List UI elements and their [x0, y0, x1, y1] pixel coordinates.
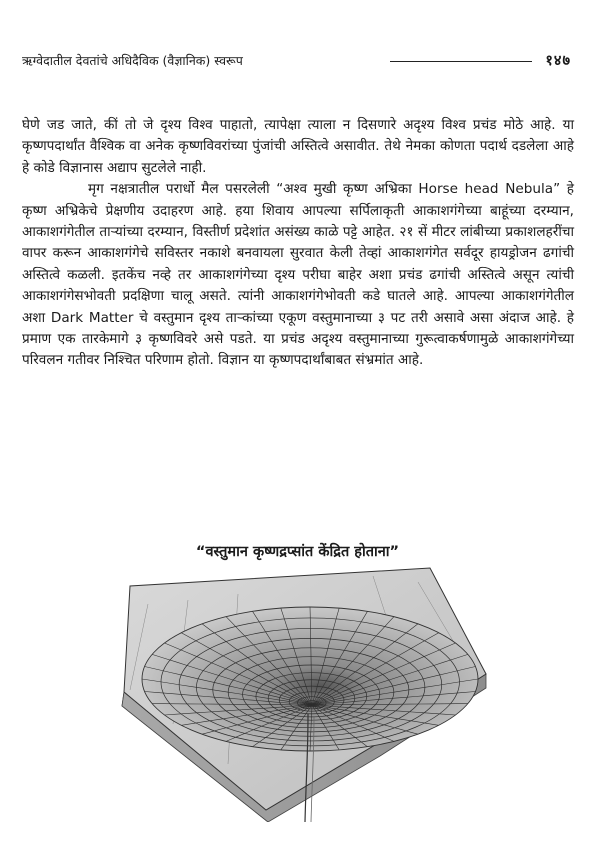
- paragraph-2: मृग नक्षत्रातील परार्धो मैल पसरलेली “अश्व मुखी कृष्ण अभ्रिका Horse head Nebula” हे कृष्ण अभ्रिकेचे प्रेक्षणीय उदाहरण आहे. हया शिवाय आपल्या सर्पिलाकृती आकाशगंगेच्या बाहूंच्या दरम्यान, आकाशगंगेतील ताऱ्यांच्या दरम्यान, विस्तीर्ण प्रदेशांत असंख्य काळे पट्टे आहेत. २१ सें मीटर लांबीच्या प्रकाशलहरींचा वापर करून आकाशगंगेचे सविस्तर नकाशे बनवायला सुरवात केली तेव्हां आकाशगंगेत सर्वदूर हायड्रोजन ढगांची अस्तित्वे कळली. इतकेंच नव्हे तर आकाशगंगेच्या दृश्य परीघा बाहेर अशा प्रचंड ढगांची अस्तित्वे असून त्यांची आकाशगंगेसभोवती प्रदक्षिणा चालू असते. त्यांनी आकाशगंगेभोवती कडे घातले आहे. आपल्या आकाशगंगेतील अशा Dark Matter चे वस्तुमान दृश्य ताऱ्कांच्या एकूण वस्तुमानाच्या ३ पट तरी असावे असा अंदाज आहे. हे प्रमाण एक तारकेमागे ३ कृष्णविवरे असे पडते. या प्रचंड अदृश्य वस्तुमानाच्या गुरूत्वाकर्षणामुळे आकाशगंगेच्या परिवलन गतीवर निश्चित परिणाम होतो. विज्ञान या कृष्णपदार्थांबाबत संभ्रमांत आहे.: [22, 181, 574, 369]
- figure-caption: “वस्तुमान कृष्णद्रप्सांत केंद्रित होताना”: [195, 544, 400, 560]
- spacetime-well-illustration: [118, 564, 490, 822]
- running-header: [22, 50, 575, 72]
- header-title: ऋग्वेदातील देवतांचे अधिदैविक (वैज्ञानिक) स्वरूप: [22, 53, 243, 68]
- paragraph-1: घेणे जड जाते, कीं तो जे दृश्य विश्व पाहातो, त्यापेक्षा त्याला न दिसणारे अदृश्य विश्व प्रचंड मोठे आहे. या कृष्णपदार्थांत वैश्विक वा अनेक कृष्णविवरांच्या पुंजांची अस्तित्वे असावीत. तेथे नेमका कोणता पदार्थ दडलेला आहे हे कोडे विज्ञानास अद्याप सुटलेले नाही.: [22, 117, 574, 176]
- page-number: १४७: [545, 53, 571, 69]
- header-rule: [390, 61, 532, 62]
- body-text: [22, 115, 574, 372]
- spacetime-well-drawing: [118, 564, 490, 822]
